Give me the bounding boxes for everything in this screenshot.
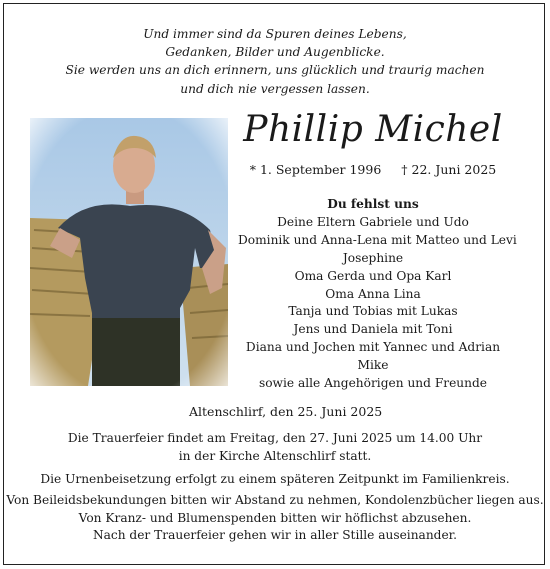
birth-date: * 1. September 1996 bbox=[249, 162, 382, 177]
poem-line: Sie werden uns an dich erinnern, uns glücklich und traurig machen bbox=[65, 63, 485, 78]
mourner-line: Oma Anna Lina bbox=[325, 286, 421, 301]
mourners-heading: Du fehlst uns bbox=[327, 197, 419, 211]
mourner-line: Tanja und Tobias mit Lukas bbox=[288, 304, 458, 319]
death-date: † 22. Juni 2025 bbox=[401, 162, 497, 177]
poem-line: und dich nie vergessen lassen. bbox=[180, 81, 370, 96]
portrait-photo bbox=[30, 118, 228, 386]
urn-line: Die Urnenbeisetzung erfolgt zu einem späteren Zeitpunkt im Familienkreis. bbox=[40, 472, 510, 486]
urn-info bbox=[0, 471, 550, 489]
funeral-line: in der Kirche Altenschlirf statt. bbox=[178, 448, 372, 463]
place-and-date: Altenschlirf, den 25. Juni 2025 bbox=[189, 404, 383, 419]
mourner-line: Josephine bbox=[342, 250, 404, 265]
mourner-line: Dominik und Anna-Lena mit Matteo und Levi bbox=[238, 232, 517, 247]
request-line: Von Kranz- und Blumenspenden bitten wir höflichst abzusehen. bbox=[78, 510, 472, 525]
mourners-list bbox=[238, 196, 517, 393]
mourner-line: sowie alle Angehörigen und Freunde bbox=[258, 376, 488, 391]
life-dates bbox=[238, 162, 508, 177]
poem-line: Gedanken, Bilder und Augenblicke. bbox=[165, 45, 385, 60]
mourner-line: Diana und Jochen mit Yannec und Adrian bbox=[245, 340, 501, 355]
requests-info bbox=[0, 492, 550, 545]
funeral-line: Die Trauerfeier findet am Freitag, den 27. Juni 2025 um 14.00 Uhr bbox=[67, 431, 483, 445]
request-line: Nach der Trauerfeier gehen wir in aller Stille auseinander. bbox=[92, 528, 458, 542]
funeral-info bbox=[0, 430, 550, 465]
poem bbox=[0, 25, 550, 98]
mourner-line: Deine Eltern Gabriele und Udo bbox=[277, 214, 469, 229]
mourner-line: Oma Gerda und Opa Karl bbox=[294, 268, 452, 283]
mourner-line: Jens und Daniela mit Toni bbox=[293, 322, 453, 337]
deceased-name: Phillip Michel bbox=[243, 109, 503, 150]
request-line: Von Beileidsbekundungen bitten wir Abstand zu nehmen, Kondolenzbücher liegen aus. bbox=[6, 493, 544, 507]
mourner-line: Mike bbox=[357, 358, 389, 373]
poem-line: Und immer sind da Spuren deines Lebens, bbox=[143, 27, 407, 41]
